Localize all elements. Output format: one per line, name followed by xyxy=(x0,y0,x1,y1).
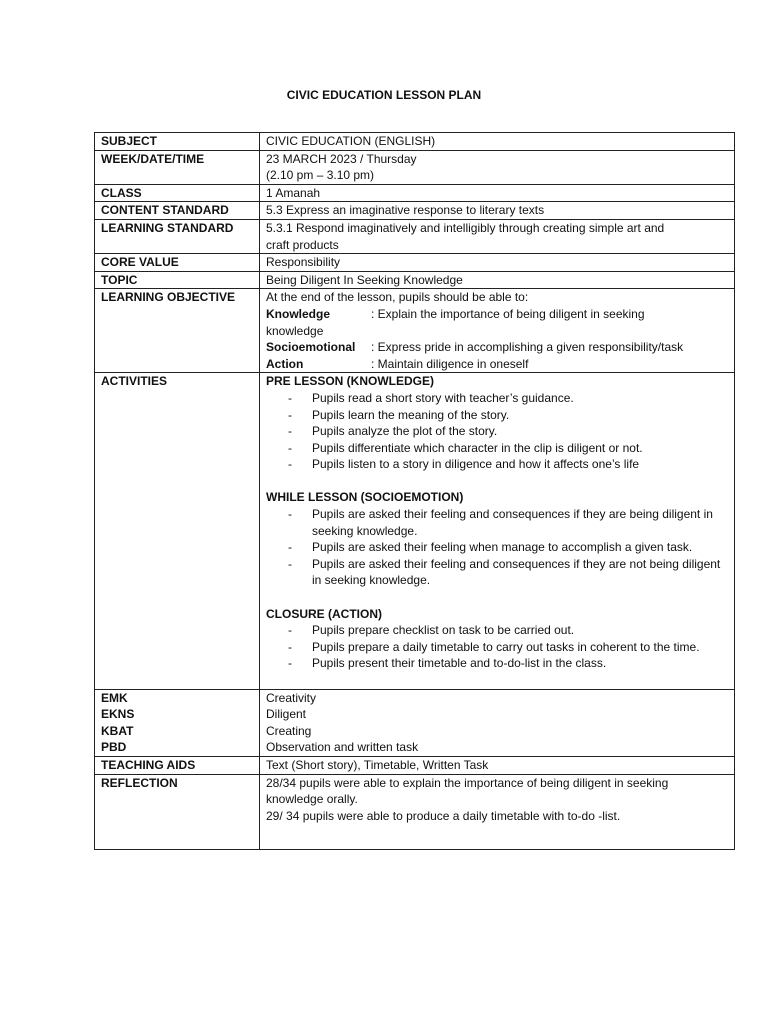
objective-action xyxy=(266,356,728,373)
kbat-value: Creating xyxy=(266,723,312,738)
pbd-value: Observation and written task xyxy=(266,740,419,755)
list-item: - Pupils listen to a story in diligence and how it affects one’s life xyxy=(288,456,728,473)
activities-value xyxy=(260,373,735,689)
table-row-reflection xyxy=(95,774,735,849)
while-lesson-list xyxy=(266,506,728,589)
teaching-aids-value: Text (Short story), Timetable, Written Task xyxy=(260,756,735,774)
learning-standard-line-1: 5.3.1 Respond imaginatively and intelligibly through creating simple art and xyxy=(266,220,665,235)
emk-value: Creativity xyxy=(266,690,317,705)
learning-standard-value xyxy=(260,219,735,253)
subject-value: CIVIC EDUCATION (ENGLISH) xyxy=(260,133,735,151)
list-item: - Pupils analyze the plot of the story. xyxy=(288,423,728,440)
list-item: - Pupils learn the meaning of the story. xyxy=(288,407,728,424)
list-item: - Pupils differentiate which character in the clip is diligent or not. xyxy=(288,440,728,457)
emk-label: EMK xyxy=(101,690,128,705)
document-title: CIVIC EDUCATION LESSON PLAN xyxy=(286,88,482,102)
table-row-emk xyxy=(95,689,735,756)
table-row-content-standard xyxy=(95,202,735,220)
topic-label: TOPIC xyxy=(95,271,260,289)
ekns-label: EKNS xyxy=(101,707,135,722)
week-time: (2.10 pm – 3.10 pm) xyxy=(266,168,375,183)
teaching-aids-label: TEACHING AIDS xyxy=(95,756,260,774)
reflection-line-1: 28/34 pupils were able to explain the importance of being diligent in seeking xyxy=(266,775,669,790)
list-item: - Pupils prepare a daily timetable to carry out tasks in coherent to the time. xyxy=(288,639,728,656)
activities-label: ACTIVITIES xyxy=(95,373,260,689)
core-value-label: CORE VALUE xyxy=(95,254,260,272)
week-date: 23 MARCH 2023 / Thursday xyxy=(266,151,417,166)
reflection-line-2: knowledge orally. xyxy=(266,792,358,807)
list-item: - Pupils read a short story with teacher’s guidance. xyxy=(288,390,728,407)
while-lesson-title: WHILE LESSON (SOCIOEMOTION) xyxy=(266,490,464,505)
emk-values xyxy=(260,689,735,756)
objective-intro: At the end of the lesson, pupils should be able to: xyxy=(266,290,529,305)
table-row-teaching-aids xyxy=(95,756,735,774)
table-row-activities xyxy=(95,373,735,689)
pbd-label: PBD xyxy=(101,740,127,755)
list-item: - Pupils are asked their feeling and consequences if they are being diligent in seeking knowledge. xyxy=(288,506,728,539)
knowledge-key: Knowledge xyxy=(266,306,331,321)
objective-knowledge xyxy=(266,306,728,323)
learning-standard-line-2: craft products xyxy=(266,237,339,252)
kbat-label: KBAT xyxy=(101,723,134,738)
ekns-value: Diligent xyxy=(266,707,307,722)
lesson-plan-table xyxy=(94,132,735,850)
table-row-subject xyxy=(95,133,735,151)
list-item: - Pupils prepare checklist on task to be carried out. xyxy=(288,622,728,639)
table-row-core-value xyxy=(95,254,735,272)
reflection-label: REFLECTION xyxy=(95,774,260,849)
objective-value xyxy=(260,289,735,373)
closure-list xyxy=(266,622,728,672)
table-row-topic xyxy=(95,271,735,289)
content-standard-value: 5.3 Express an imaginative response to literary texts xyxy=(260,202,735,220)
content-standard-label: CONTENT STANDARD xyxy=(95,202,260,220)
closure-title: CLOSURE (ACTION) xyxy=(266,606,382,621)
learning-standard-label: LEARNING STANDARD xyxy=(95,219,260,253)
table-row-class xyxy=(95,184,735,202)
class-label: CLASS xyxy=(95,184,260,202)
knowledge-value: : Explain the importance of being diligent in seeking xyxy=(371,306,645,321)
action-value: : Maintain diligence in oneself xyxy=(371,356,529,371)
table-row-week xyxy=(95,150,735,184)
subject-label: SUBJECT xyxy=(95,133,260,151)
list-item: - Pupils are asked their feeling and consequences if they are not being diligent in seeking knowledge. xyxy=(288,556,728,589)
class-value: 1 Amanah xyxy=(260,184,735,202)
emk-labels xyxy=(95,689,260,756)
socio-key: Socioemotional xyxy=(266,340,356,355)
table-row-learning-standard xyxy=(95,219,735,253)
week-label: WEEK/DATE/TIME xyxy=(95,150,260,184)
knowledge-value-cont: knowledge xyxy=(266,323,324,338)
action-key: Action xyxy=(266,356,304,371)
socio-value: : Express pride in accomplishing a given responsibility/task xyxy=(371,340,684,355)
week-value xyxy=(260,150,735,184)
table-row-objective xyxy=(95,289,735,373)
objective-label: LEARNING OBJECTIVE xyxy=(95,289,260,373)
reflection-line-3: 29/ 34 pupils were able to produce a daily timetable with to-do -list. xyxy=(266,808,621,823)
topic-value: Being Diligent In Seeking Knowledge xyxy=(260,271,735,289)
list-item: - Pupils are asked their feeling when manage to accomplish a given task. xyxy=(288,539,728,556)
core-value-value: Responsibility xyxy=(260,254,735,272)
objective-socioemotional xyxy=(266,339,728,356)
pre-lesson-list xyxy=(266,390,728,473)
pre-lesson-title: PRE LESSON (KNOWLEDGE) xyxy=(266,374,435,389)
reflection-value xyxy=(260,774,735,849)
list-item: - Pupils present their timetable and to-do-list in the class. xyxy=(288,655,728,672)
